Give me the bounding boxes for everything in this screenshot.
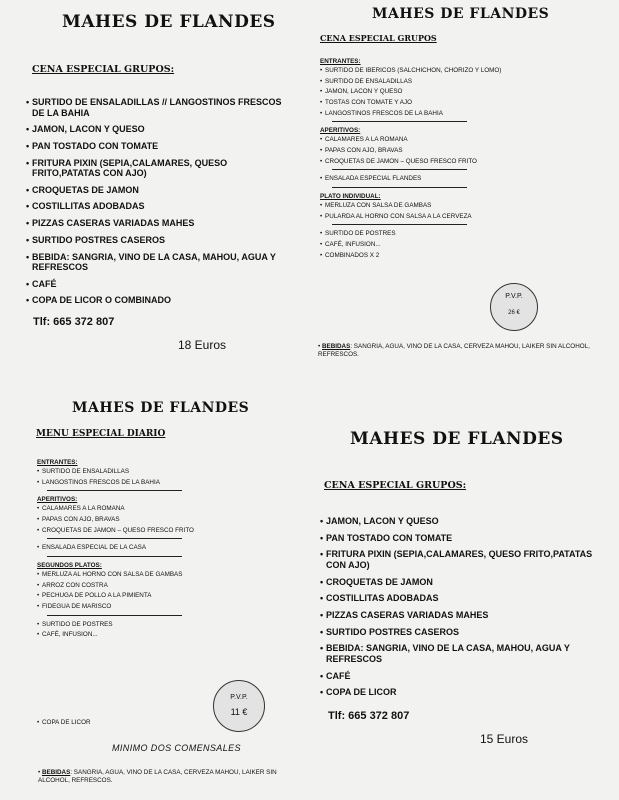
menu3-segundos-label: SEGUNDOS PLATOS:: [37, 561, 102, 569]
menu2-pvp-value: 26 €: [508, 310, 520, 316]
menu3-entrantes-label: ENTRANTES:: [37, 459, 78, 466]
menu1-item: • SURTIDO POSTRES CASEROS: [26, 235, 292, 246]
divider: [47, 538, 182, 539]
divider: [332, 187, 467, 188]
menu3-segundo: • PECHUGA DE POLLO A LA PIMIENTA: [37, 592, 237, 600]
menu3-aperitivos-list: [37, 505, 237, 534]
menu1-item: • PIZZAS CASERAS VARIADAS MAHES: [26, 218, 292, 229]
menu3-bebidas-text: : SANGRIA, AGUA, VINO DE LA CASA, CERVEZA MAHOU, LAIKER SIN ALCOHOL, REFRESCOS.: [38, 769, 277, 784]
menu2-subtitle: CENA ESPECIAL GRUPOS: [320, 33, 437, 43]
menu2-aperitivo: • CALAMARES A LA ROMANA: [320, 136, 510, 144]
divider: [47, 615, 182, 616]
menu2-ensalada: • ENSALADA ESPECIAL FLANDES: [320, 175, 510, 183]
menu3-entrante: • LANGOSTINOS FRESCOS DE LA BAHIA: [37, 479, 237, 487]
menu2-pvp-label: P.V.P.: [505, 293, 523, 300]
menu1-subtitle: CENA ESPECIAL GRUPOS:: [32, 64, 175, 75]
menu3-ensalada-list: [37, 544, 237, 552]
menu2-aperitivos-list: [320, 136, 510, 165]
menu1-item: • FRITURA PIXIN (SEPIA,CALAMARES, QUESO FRITO,PATATAS CON AJO): [26, 158, 292, 179]
menu3-bebidas-label: BEBIDAS: [41, 769, 71, 776]
menu2-final-item: • CAFÉ, INFUSION...: [320, 241, 510, 249]
menu4-item-list: [320, 516, 605, 704]
menu3-aperitivo: • CALAMARES A LA ROMANA: [37, 505, 237, 513]
menu2-entrantes-label: ENTRANTES:: [320, 58, 361, 65]
menu4-subtitle: CENA ESPECIAL GRUPOS:: [324, 480, 467, 491]
menu4-item: • FRITURA PIXIN (SEPIA,CALAMARES, QUESO FRITO,PATATAS CON AJO): [320, 549, 605, 570]
menu4-phone: Tlf: 665 372 807: [328, 710, 410, 722]
menu1-price: 18 Euros: [178, 338, 227, 352]
menu4-item: • JAMON, LACON Y QUESO: [320, 516, 605, 527]
menu4-item: • CAFÉ: [320, 671, 605, 682]
menu-diario-11: [0, 400, 310, 800]
menu1-item: • COSTILLITAS ADOBADAS: [26, 201, 292, 212]
menu1-item: • CAFÉ: [26, 279, 292, 290]
menu2-bebidas-label: BEBIDAS: [321, 343, 351, 350]
menu2-aperitivos-label: APERITIVOS:: [320, 127, 361, 135]
menu3-segundo: • MERLUZA AL HORNO CON SALSA DE GAMBAS: [37, 571, 237, 579]
menu2-bebidas-text: : SANGRIA, AGUA, VINO DE LA CASA, CERVEZA MAHOU, LAIKER SIN ALCOHOL, REFRESCOS.: [318, 343, 590, 358]
divider: [47, 556, 182, 557]
menu3-segundo: • ARROZ CON COSTRA: [37, 582, 237, 590]
menu3-segundos-list: [37, 571, 237, 611]
menu2-platos-list: [320, 202, 510, 220]
menu2-plato: • PULARDA AL HORNO CON SALSA A LA CERVEZA: [320, 213, 510, 221]
menu1-item: • SURTIDO DE ENSALADILLAS // LANGOSTINOS FRESCOS DE LA BAHIA: [26, 97, 292, 118]
menu3-copa-list: [37, 719, 91, 730]
menu3-minimo: MINIMO DOS COMENSALES: [112, 743, 241, 753]
menu2-entrante: • JAMON, LACON Y QUESO: [320, 88, 510, 96]
menu1-item: • CROQUETAS DE JAMON: [26, 185, 292, 196]
divider: [332, 121, 467, 122]
menu1-item: • JAMON, LACON Y QUESO: [26, 124, 292, 135]
menu3-pvp-value: 11 €: [230, 707, 248, 717]
menu2-body: [320, 58, 510, 262]
menu1-item: • PAN TOSTADO CON TOMATE: [26, 141, 292, 152]
menu1-title: MAHES DE FLANDES: [62, 12, 276, 32]
menu3-entrantes-list: [37, 468, 237, 486]
menu2-final-list: [320, 230, 510, 259]
menu2-entrante: • LANGOSTINOS FRESCOS DE LA BAHIA: [320, 110, 510, 118]
menu2-title: MAHES DE FLANDES: [372, 6, 550, 22]
menu4-item: • COPA DE LICOR: [320, 687, 605, 698]
menu2-ensalada-list: [320, 175, 510, 183]
menu3-copa: • COPA DE LICOR: [37, 719, 91, 727]
menu2-entrante: • SURTIDO DE ENSALADILLAS: [320, 78, 510, 86]
divider: [47, 490, 182, 491]
menu3-bebidas: • BEBIDAS: SANGRIA, AGUA, VINO DE LA CASA, CERVEZA MAHOU, LAIKER SIN ALCOHOL, REFRESCOS.: [38, 769, 277, 784]
menu4-item: • PIZZAS CASERAS VARIADAS MAHES: [320, 610, 605, 621]
menu4-title: MAHES DE FLANDES: [350, 429, 564, 449]
menu3-aperitivos-label: APERITIVOS:: [37, 496, 78, 504]
divider: [332, 169, 467, 170]
menu4-item: • COSTILLITAS ADOBADAS: [320, 593, 605, 604]
menu4-price: 15 Euros: [480, 732, 529, 746]
menu1-item: • BEBIDA: SANGRIA, VINO DE LA CASA, MAHOU, AGUA Y REFRESCOS: [26, 252, 292, 273]
menu2-bebidas: • BEBIDAS: SANGRIA, AGUA, VINO DE LA CASA, CERVEZA MAHOU, LAIKER SIN ALCOHOL, REFRESCOS.: [318, 343, 590, 358]
menu2-pvp-badge: [490, 283, 538, 331]
menu4-item: • BEBIDA: SANGRIA, VINO DE LA CASA, MAHOU, AGUA Y REFRESCOS: [320, 643, 605, 664]
menu3-segundo: • FIDEGUA DE MARISCO: [37, 603, 237, 611]
menu2-entrante: • TOSTAS CON TOMATE Y AJO: [320, 99, 510, 107]
menu-group-15: [310, 400, 619, 800]
menu4-item: • PAN TOSTADO CON TOMATE: [320, 533, 605, 544]
menu2-entrante: • SURTIDO DE IBERICOS (SALCHICHON, CHORIZO Y LOMO): [320, 67, 510, 75]
menu3-title: MAHES DE FLANDES: [72, 400, 250, 416]
menu1-item: • COPA DE LICOR O COMBINADO: [26, 295, 292, 306]
menu2-entrantes-list: [320, 67, 510, 117]
menu4-item: • SURTIDO POSTRES CASEROS: [320, 627, 605, 638]
menu2-aperitivo: • CROQUETAS DE JAMON – QUESO FRESCO FRITO: [320, 158, 510, 166]
menu3-final-item: • CAFÉ, INFUSION...: [37, 631, 237, 639]
menu3-aperitivo: • PAPAS CON AJO, BRAVAS: [37, 516, 237, 524]
menu2-final-item: • SURTIDO DE POSTRES: [320, 230, 510, 238]
menu3-pvp-label: P.V.P.: [230, 694, 248, 701]
menu-group-26: [310, 0, 619, 400]
menu2-plato-label: PLATO INDIVIDUAL:: [320, 192, 381, 200]
menu3-subtitle: MENU ESPECIAL DIARIO: [36, 429, 166, 439]
menu3-entrante: • SURTIDO DE ENSALADILLAS: [37, 468, 237, 476]
menu2-plato: • MERLUZA CON SALSA DE GAMBAS: [320, 202, 510, 210]
menu-group-18: [0, 0, 310, 400]
menu3-final-list: [37, 621, 237, 639]
menu2-final-item: • COMBINADOS X 2: [320, 252, 510, 260]
menu2-aperitivo: • PAPAS CON AJO, BRAVAS: [320, 147, 510, 155]
divider: [332, 224, 467, 225]
menu1-phone: Tlf: 665 372 807: [33, 316, 115, 328]
menu1-item-list: [26, 97, 292, 312]
menu3-body: [37, 459, 237, 642]
menu3-aperitivo: • CROQUETAS DE JAMON – QUESO FRESCO FRITO: [37, 527, 237, 535]
menu3-final-item: • SURTIDO DE POSTRES: [37, 621, 237, 629]
menu3-pvp-badge: [213, 680, 265, 732]
menu3-ensalada: • ENSALADA ESPECIAL DE LA CASA: [37, 544, 237, 552]
menu4-item: • CROQUETAS DE JAMON: [320, 577, 605, 588]
